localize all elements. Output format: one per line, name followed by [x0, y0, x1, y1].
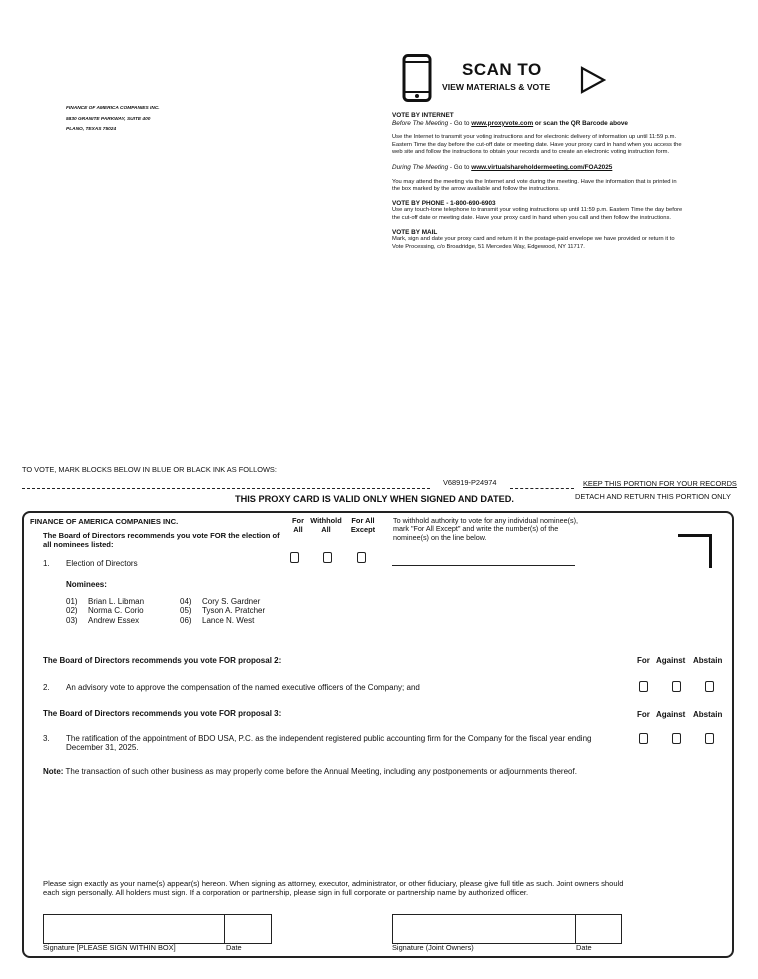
for-all-except-checkbox[interactable] — [357, 552, 366, 563]
during-body: You may attend the meeting via the Internet and vote during the meeting. Have the information that is printed in the box marked by the arrow available and follow the instructions. — [392, 178, 677, 193]
scan-subtitle: VIEW MATERIALS & VOTE — [442, 82, 551, 92]
item3-text: The ratification of the appointment of BDO USA, P.C. as the independent registered public accounting firm for the Company for the fiscal year ending December 31, 2025. — [66, 734, 592, 753]
item1-number: 1. — [43, 559, 50, 568]
during-meeting-line — [392, 164, 684, 172]
item1-text: Election of Directors — [66, 559, 138, 568]
nominee-row: 03) Andrew Essex — [66, 615, 140, 625]
col-abstain-2: Abstain — [693, 656, 723, 665]
phone-body: Use any touch-tone telephone to transmit your voting instructions up until 11:59 p.m. Eastern Time the day before the cut-off date or meeting date. Have your proxy card in hand when you call and then follow the instructions. — [392, 207, 683, 221]
signature-joint-label: Signature (Joint Owners) — [392, 943, 474, 952]
withhold-numbers-line[interactable] — [392, 565, 575, 566]
card-company: FINANCE OF AMERICA COMPANIES INC. — [30, 517, 179, 526]
note-label: Note: — [43, 767, 64, 776]
item2-number: 2. — [43, 683, 50, 692]
nominee-row: 05) Tyson A. Pratcher — [180, 606, 266, 616]
col-for-2: For — [637, 656, 650, 665]
note-text: The transaction of such other business as may properly come before the Annual Meeting, including any postponements or adjournments thereof. — [63, 767, 577, 776]
corner-mark — [678, 534, 712, 568]
internet-heading: VOTE BY INTERNET — [392, 112, 454, 119]
date-joint-label: Date — [576, 943, 592, 952]
arrow-right-icon — [580, 66, 606, 94]
address-company: FINANCE OF AMERICA COMPANIES INC. — [66, 106, 160, 111]
before-text-1: - Go to — [448, 119, 472, 127]
sign-instructions: Please sign exactly as your name(s) appear(s) hereon. When signing as attorney, executor, administrator, or other fiduciary, please give full title as such. Joint owners should each sign personally. All holders must sign. If a corporation or partnership, please sign in full corporate or partnership name by authorized officer. — [43, 879, 624, 897]
col-for-all: For All — [292, 516, 304, 534]
virtual-meeting-link[interactable]: www.virtualshareholdermeeting.com/FOA2025 — [471, 163, 613, 171]
scan-title: SCAN TO — [462, 60, 542, 79]
col-for-all-except: For All Except — [350, 516, 376, 534]
nominee-row: 04) Cory S. Gardner — [180, 597, 261, 606]
before-meeting-line — [392, 120, 684, 128]
nominee-row: 02) Norma C. Corio — [66, 606, 144, 616]
item3-against-checkbox[interactable] — [672, 733, 681, 744]
for-all-checkbox[interactable] — [290, 552, 299, 563]
board-rec-2: The Board of Directors recommends you vote FOR proposal 2: — [43, 656, 282, 665]
detach-line-left — [22, 488, 430, 489]
address-street: 5830 GRANITE PARKWAY, SUITE 400 — [66, 116, 151, 122]
internet-body: Use the Internet to transmit your voting instructions and for electronic delivery of information up until 11:59 p.m. Eastern Time the day before the cut-off date or meeting date. Have your proxy card in hand when you access the web site and follow the instructions to obtain your records and to create an electronic voting instruction form. — [392, 134, 682, 156]
signature-joint-box[interactable] — [392, 914, 576, 944]
nominee-row: 01) Brian L. Libman — [66, 597, 145, 606]
item2-against-checkbox[interactable] — [672, 681, 681, 692]
withhold-all-checkbox[interactable] — [323, 552, 332, 563]
phone-heading: VOTE BY PHONE - 1-800-690-6903 — [392, 199, 496, 207]
control-code: V68919-P24974 — [443, 478, 497, 487]
date-label: Date — [226, 943, 242, 952]
col-abstain-3: Abstain — [693, 710, 723, 719]
before-meeting-label: Before The Meeting — [392, 119, 449, 127]
nominee-row: 06) Lance N. West — [180, 615, 255, 625]
during-text: - Go to — [448, 163, 472, 171]
signature-box[interactable] — [43, 914, 225, 944]
item2-abstain-checkbox[interactable] — [705, 681, 714, 692]
to-vote-instruction: TO VOTE, MARK BLOCKS BELOW IN BLUE OR BLACK INK AS FOLLOWS: — [22, 465, 277, 474]
col-against-3: Against — [656, 710, 686, 719]
mail-heading: VOTE BY MAIL — [392, 228, 438, 236]
item2-text: An advisory vote to approve the compensation of the named executive officers of the Company; and — [66, 683, 420, 692]
item3-number: 3. — [43, 734, 50, 743]
detach-line-mid — [510, 488, 574, 489]
item2-for-checkbox[interactable] — [639, 681, 648, 692]
mail-body: Mark, sign and date your proxy card and return it in the postage-paid envelope we have provided or return it to Vote Processing, c/o Broadridge, 51 Mercedes Way, Edgewood, NY 11717. — [392, 236, 675, 250]
col-withhold-all: Withhold All — [310, 516, 342, 534]
during-meeting-label: During The Meeting — [392, 163, 449, 171]
before-text-2: or scan the QR Barcode above — [533, 119, 628, 127]
detach-portion-label: DETACH AND RETURN THIS PORTION ONLY — [575, 492, 731, 501]
keep-portion-label: KEEP THIS PORTION FOR YOUR RECORDS — [583, 479, 737, 488]
nominee-list-right — [180, 597, 265, 625]
withhold-instructions: To withhold authority to vote for any individual nominee(s), mark "For All Except" and write the number(s) of the nominee(s) on the line below. — [393, 516, 578, 542]
proxyvote-link[interactable]: www.proxyvote.com — [471, 119, 534, 127]
voting-instructions — [392, 112, 684, 251]
nominee-list-left — [66, 597, 144, 625]
board-rec-1: The Board of Directors recommends you vote FOR the election of all nominees listed: — [43, 531, 280, 549]
signature-label: Signature [PLEASE SIGN WITHIN BOX] — [43, 943, 176, 952]
return-address — [66, 104, 160, 136]
valid-notice: THIS PROXY CARD IS VALID ONLY WHEN SIGNED AND DATED. — [235, 494, 514, 504]
item3-for-checkbox[interactable] — [639, 733, 648, 744]
phone-icon — [402, 54, 432, 102]
address-city: PLANO, TEXAS 75024 — [66, 127, 117, 132]
col-for-3: For — [637, 710, 650, 719]
nominees-label: Nominees: — [66, 580, 107, 589]
item3-abstain-checkbox[interactable] — [705, 733, 714, 744]
col-against-2: Against — [656, 656, 686, 665]
board-rec-3: The Board of Directors recommends you vote FOR proposal 3: — [43, 709, 282, 718]
date-joint-box[interactable] — [575, 914, 622, 944]
note — [43, 767, 663, 776]
date-box[interactable] — [224, 914, 272, 944]
